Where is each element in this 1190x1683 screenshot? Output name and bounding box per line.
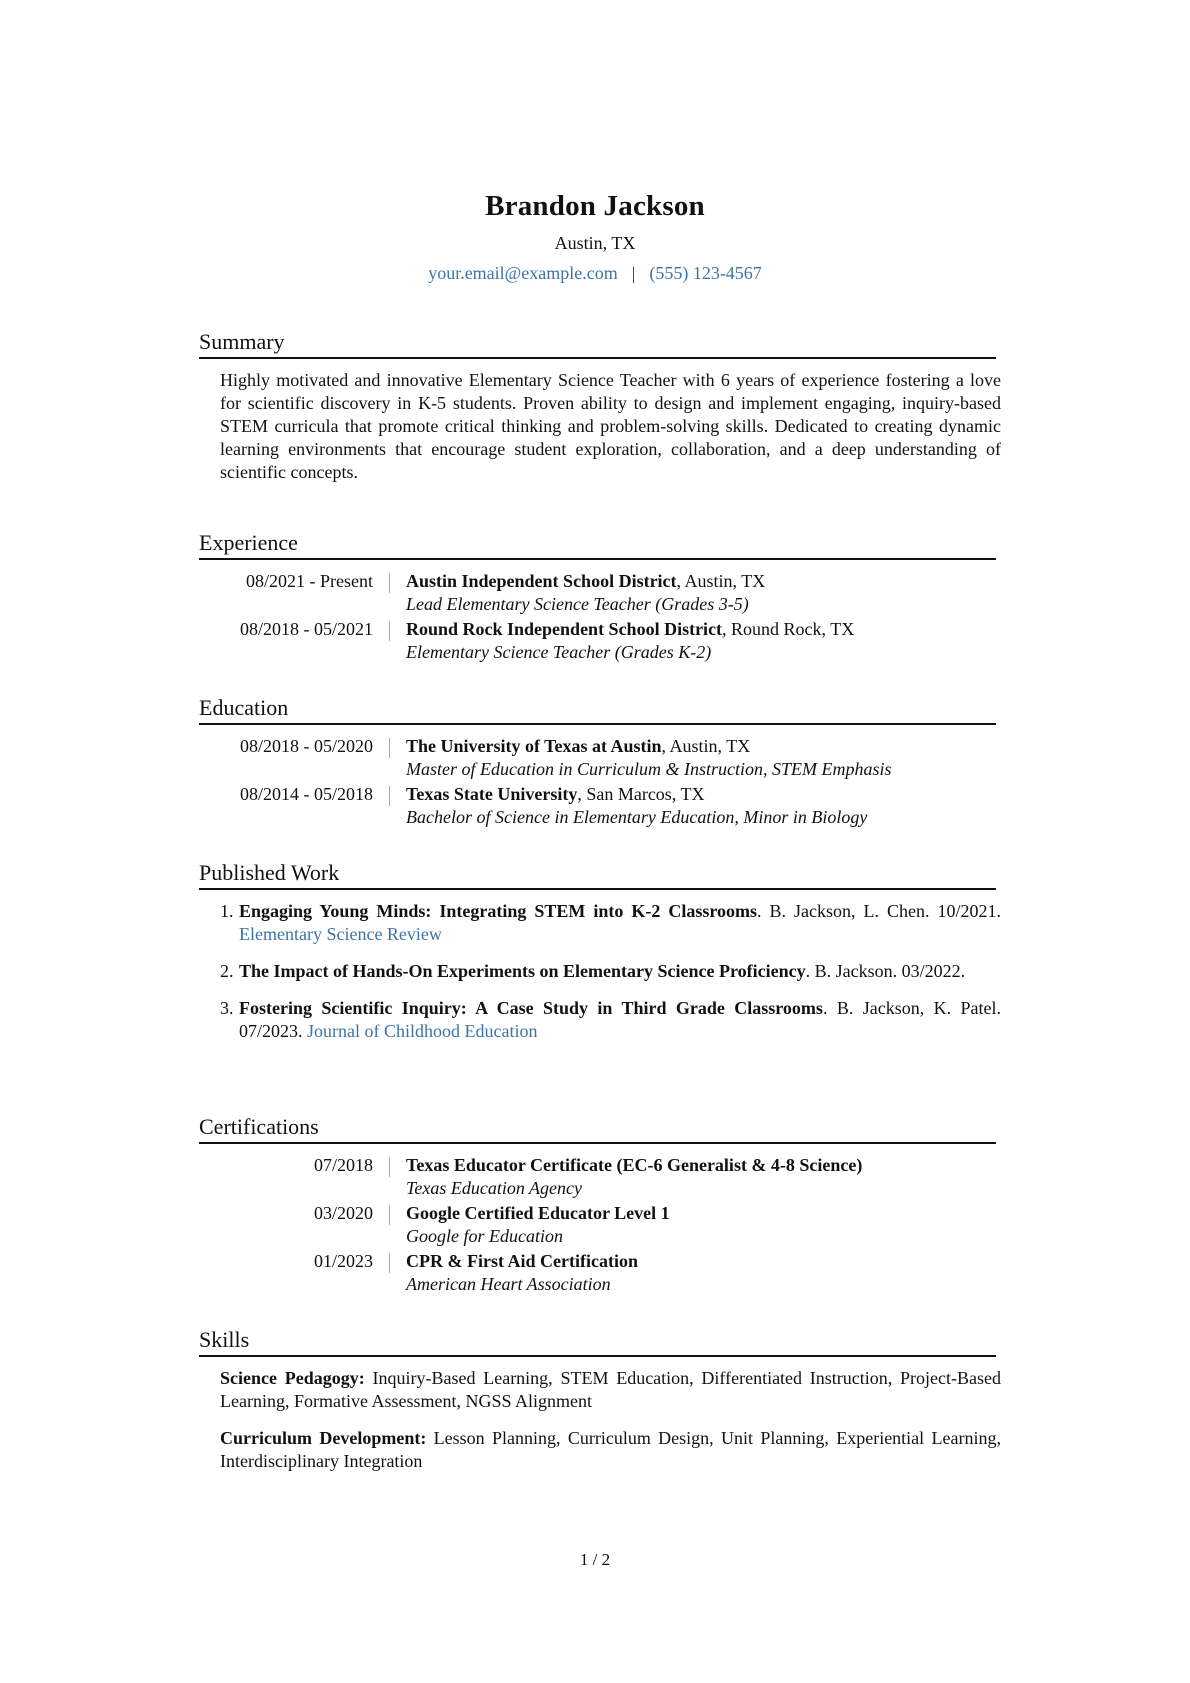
divider xyxy=(389,1205,390,1225)
experience-entry xyxy=(199,570,996,618)
certification-entry xyxy=(199,1250,996,1298)
publication-item xyxy=(199,900,1001,946)
publication-details: . B. Jackson, L. Chen. 10/2021. xyxy=(757,901,1001,921)
school-name: Texas State University xyxy=(406,784,578,804)
degree: Master of Education in Curriculum & Instruction, STEM Emphasis xyxy=(406,759,892,779)
section-title-certifications: Certifications xyxy=(199,1112,996,1144)
experience-entry xyxy=(199,618,996,666)
publication-title: Engaging Young Minds: Integrating STEM into K-2 Classrooms xyxy=(239,901,758,921)
publication-venue-link[interactable]: Elementary Science Review xyxy=(239,924,442,944)
employer-name: Austin Independent School District xyxy=(406,571,677,591)
certification-issuer: Google for Education xyxy=(406,1226,563,1246)
education-section xyxy=(199,693,996,831)
section-title-experience: Experience xyxy=(199,528,996,560)
skill-list: Inquiry-Based Learning, STEM Education, Differentiated Instruction, Project-Based Learning, Formative Assessment, NGSS Alignment xyxy=(220,1368,1002,1411)
publication-details: . B. Jackson, K. Patel. 07/2023. xyxy=(239,998,1001,1041)
certification-name: Texas Educator Certificate (EC-6 Generalist & 4-8 Science) xyxy=(406,1155,863,1175)
entry-date: 07/2018 xyxy=(313,1155,373,1175)
skill-group xyxy=(220,1367,1001,1413)
certification-name: Google Certified Educator Level 1 xyxy=(406,1203,670,1223)
education-entry xyxy=(199,783,996,831)
experience-section xyxy=(199,528,996,666)
summary-section xyxy=(199,327,1001,484)
entry-date: 01/2023 xyxy=(313,1251,373,1271)
section-title-published: Published Work xyxy=(199,858,996,890)
skill-list: Lesson Planning, Curriculum Design, Unit Planning, Experiential Learning, Interdisciplinary Integration xyxy=(220,1428,1001,1471)
publication-item xyxy=(199,960,996,983)
publication-number: 1. xyxy=(220,901,234,921)
job-title: Lead Elementary Science Teacher (Grades 3-5) xyxy=(406,594,749,614)
contact-line xyxy=(0,263,1190,284)
divider xyxy=(389,1157,390,1177)
job-title: Elementary Science Teacher (Grades K-2) xyxy=(406,642,712,662)
entry-date: 03/2020 xyxy=(313,1203,373,1223)
publication-venue-link[interactable]: Journal of Childhood Education xyxy=(307,1021,538,1041)
summary-text: Highly motivated and innovative Elementary Science Teacher with 6 years of experience fostering a love for scientific discovery in K-5 students. Proven ability to design and implement engaging, inquiry-based STEM curricula that promote critical thinking and problem-solving skills. Dedicated to creating dynamic learning environments that encourage student exploration, collaboration, and a deep understanding of scientific concepts. xyxy=(220,370,1001,482)
publication-title: Fostering Scientific Inquiry: A Case Study in Third Grade Classrooms xyxy=(239,998,823,1018)
divider xyxy=(389,573,390,593)
email-link[interactable]: your.email@example.com xyxy=(428,263,618,283)
entry-date: 08/2021 - Present xyxy=(246,571,373,591)
divider xyxy=(389,738,390,758)
education-entry xyxy=(199,735,996,783)
publication-details: . B. Jackson. 03/2022. xyxy=(805,961,966,981)
degree: Bachelor of Science in Elementary Education, Minor in Biology xyxy=(406,807,868,827)
entry-date: 08/2018 - 05/2021 xyxy=(240,619,373,639)
entry-date: 08/2014 - 05/2018 xyxy=(240,784,373,804)
section-title-education: Education xyxy=(199,693,996,725)
skills-section xyxy=(199,1325,1002,1487)
divider xyxy=(389,621,390,641)
employer-name: Round Rock Independent School District xyxy=(406,619,723,639)
certification-name: CPR & First Aid Certification xyxy=(406,1251,638,1271)
entry-date: 08/2018 - 05/2020 xyxy=(240,736,373,756)
employer-location: , Austin, TX xyxy=(676,571,766,591)
skill-category: Curriculum Development: xyxy=(220,1428,427,1448)
certification-entry xyxy=(199,1202,996,1250)
school-location: , San Marcos, TX xyxy=(577,784,705,804)
page-number: 1 / 2 xyxy=(579,1550,611,1569)
contact-separator: | xyxy=(631,263,636,283)
divider xyxy=(389,1253,390,1273)
publication-number: 3. xyxy=(220,998,234,1018)
certification-issuer: Texas Education Agency xyxy=(406,1178,582,1198)
school-location: , Austin, TX xyxy=(661,736,751,756)
certification-entry xyxy=(199,1154,996,1202)
section-title-skills: Skills xyxy=(199,1325,996,1357)
certifications-section xyxy=(199,1112,996,1298)
skill-group xyxy=(220,1427,1001,1473)
divider xyxy=(389,786,390,806)
publication-number: 2. xyxy=(220,961,234,981)
skill-category: Science Pedagogy: xyxy=(220,1368,365,1388)
section-title-summary: Summary xyxy=(199,327,996,359)
employer-location: , Round Rock, TX xyxy=(722,619,855,639)
published-section xyxy=(199,858,1001,1057)
publication-title: The Impact of Hands-On Experiments on Elementary Science Proficiency xyxy=(239,961,806,981)
school-name: The University of Texas at Austin xyxy=(406,736,662,756)
phone-link[interactable]: (555) 123-4567 xyxy=(649,263,762,283)
certification-issuer: American Heart Association xyxy=(406,1274,611,1294)
publication-item xyxy=(199,997,1001,1043)
candidate-name: Brandon Jackson xyxy=(485,190,705,222)
candidate-location: Austin, TX xyxy=(554,233,636,253)
